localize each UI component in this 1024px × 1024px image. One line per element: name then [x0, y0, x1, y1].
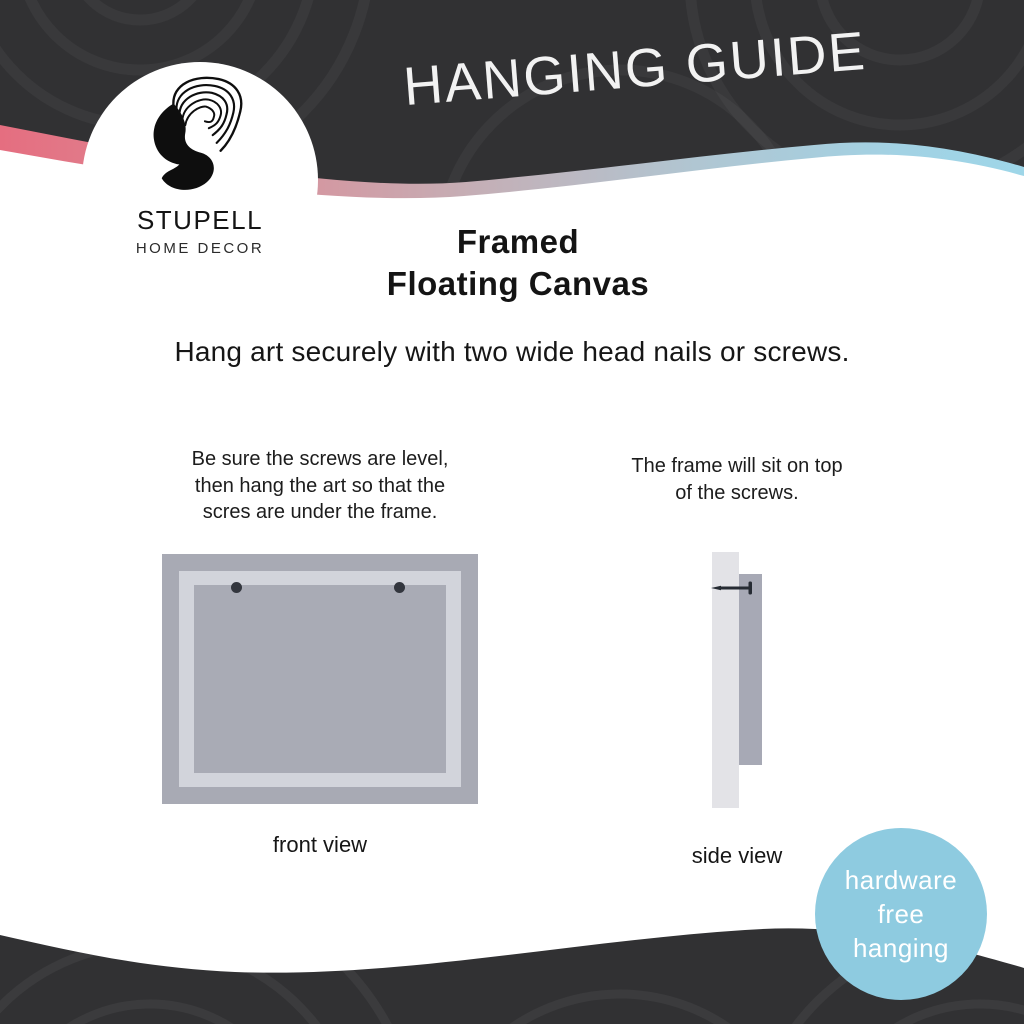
product-title: [318, 221, 718, 305]
brand-logo-circle: [82, 62, 318, 298]
side-view-label: side view: [691, 843, 783, 868]
screw-icon: [231, 582, 242, 593]
hardware-free-hanging-badge: [815, 828, 987, 1000]
badge-line3: hanging: [852, 933, 950, 964]
front-view-frame-diagram: [162, 554, 478, 804]
front-caption-line1: Be sure the screws are level,: [191, 448, 449, 470]
front-caption-line2: then hang the art so that the: [194, 474, 446, 497]
front-caption-line3: scres are under the frame.: [202, 501, 438, 524]
side-caption-line1: The frame will sit on top: [631, 455, 843, 477]
badge-line2: free: [877, 898, 925, 929]
product-title-line1: Framed: [456, 223, 580, 260]
front-view-caption: [120, 446, 520, 526]
screw-icon: [394, 582, 405, 593]
product-title-line2: Floating Canvas: [386, 265, 650, 303]
nail-icon: [710, 579, 756, 597]
side-view-caption: [567, 453, 907, 506]
brand-name: STUPELL: [136, 205, 264, 235]
main-instruction: Hang art securely with two wide head nails or screws.: [174, 336, 850, 367]
front-view-label: front view: [272, 832, 368, 857]
side-caption-line2: of the screws.: [675, 481, 799, 504]
frame-canvas: [194, 585, 446, 773]
side-view-frame-bar: [739, 574, 762, 765]
page-title: HANGING GUIDE: [401, 20, 869, 118]
badge-line1: hardware: [844, 864, 958, 895]
stupell-s-swirl-icon: [146, 74, 254, 202]
brand-tagline: HOME DECOR: [135, 240, 265, 257]
